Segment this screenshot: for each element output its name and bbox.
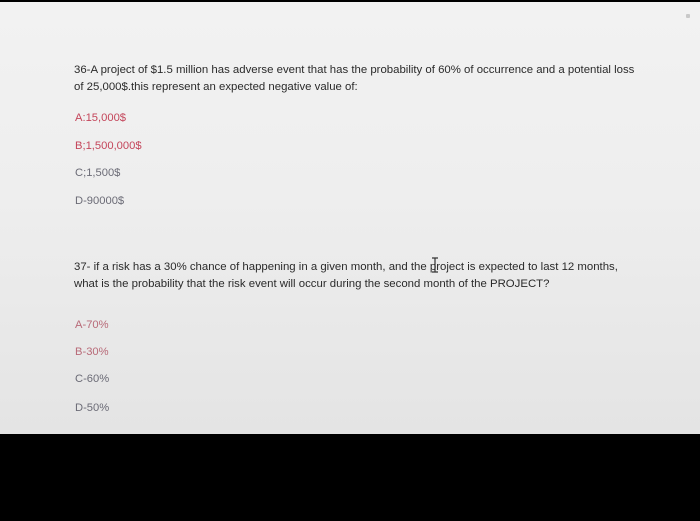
question-36-text: 36-A project of $1.5 million has adverse event that has the probability of 60% of occurrence and a potential loss of 25,000$.this represent an expected negative value of: bbox=[74, 64, 635, 93]
question-37-option-d: D-50% bbox=[75, 402, 110, 414]
question-37-option-a: A-70% bbox=[75, 319, 109, 331]
text-cursor-icon bbox=[430, 257, 440, 273]
question-37-option-b: B-30% bbox=[75, 346, 109, 358]
question-36-option-d: D-90000$ bbox=[75, 195, 125, 207]
question-36-option-a: A:15,000$ bbox=[75, 112, 127, 124]
question-36-option-c: C;1,500$ bbox=[75, 167, 121, 179]
corner-mark bbox=[686, 14, 690, 18]
question-37-option-c: C-60% bbox=[75, 373, 110, 385]
document-area bbox=[0, 2, 700, 434]
question-36-option-b: B;1,500,000$ bbox=[75, 140, 142, 152]
question-37-text: 37- if a risk has a 30% chance of happening in a given month, and the project is expected to last 12 months, what is the probability that the risk event will occur during the second month of the PROJECT? bbox=[74, 261, 618, 290]
